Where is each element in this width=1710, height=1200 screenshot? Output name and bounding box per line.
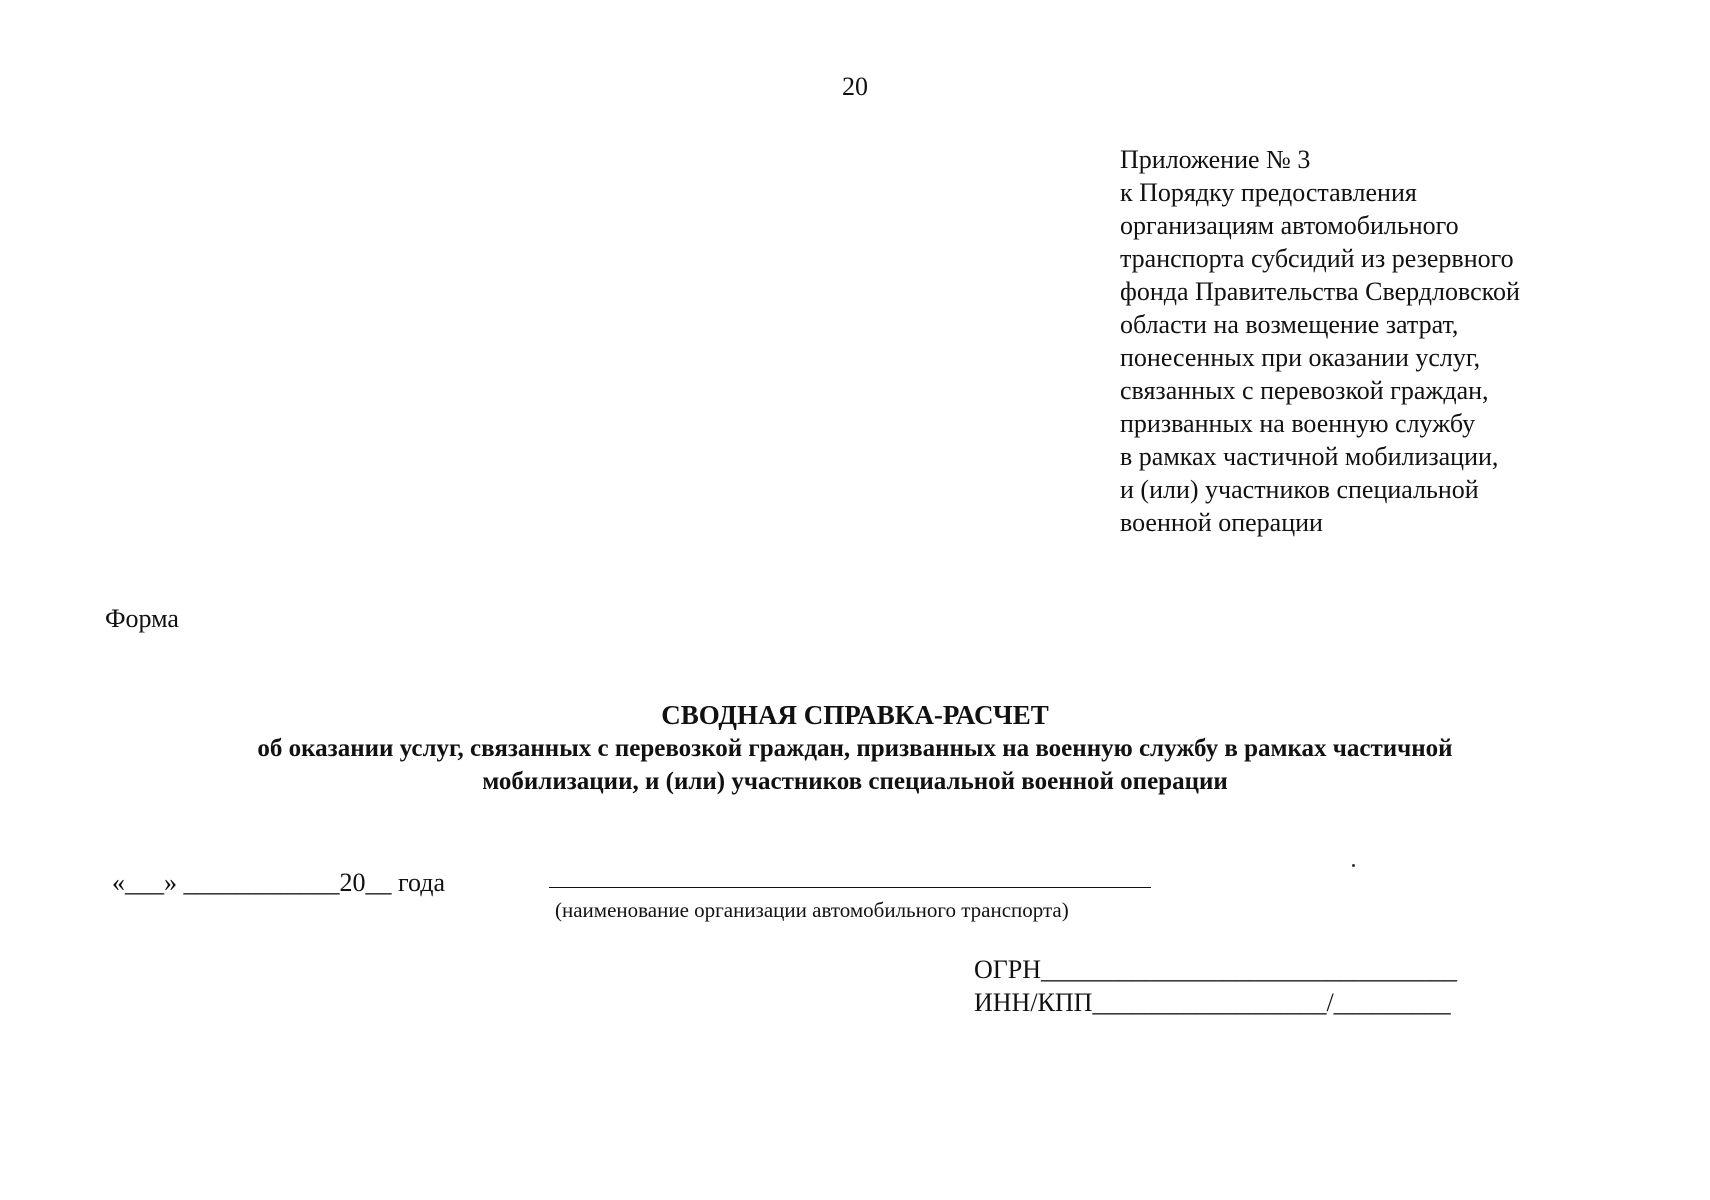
form-label: Форма (105, 604, 179, 633)
appendix-line: организациям автомобильного (1120, 211, 1459, 240)
appendix-line: фонда Правительства Свердловской (1120, 277, 1520, 306)
scan-speck (1352, 864, 1355, 867)
appendix-line: транспорта субсидий из резервного (1120, 244, 1514, 273)
organization-name-caption: (наименование организации автомобильного транспорта) (555, 898, 1069, 922)
appendix-line: военной операции (1120, 508, 1323, 537)
page-number: 20 (842, 72, 868, 101)
document-subtitle-line-1: об оказании услуг, связанных с перевозкой граждан, призванных на военную службу в рамках частичной (257, 735, 1453, 762)
document-subtitle-line-2: мобилизации, и (или) участников специальной военной операции (482, 768, 1228, 795)
document-title-block (0, 698, 1710, 798)
appendix-line: в рамках частичной мобилизации, (1120, 442, 1499, 471)
appendix-line: связанных с перевозкой граждан, (1120, 376, 1489, 405)
appendix-block (1120, 143, 1680, 539)
appendix-line: Приложение № 3 (1120, 145, 1311, 174)
inn-kpp-field: ИНН/КПП__________________/_________ (974, 988, 1451, 1017)
appendix-line: понесенных при оказании услуг, (1120, 343, 1481, 372)
appendix-line: призванных на военную службу (1120, 409, 1476, 438)
document-title: СВОДНАЯ СПРАВКА-РАСЧЕТ (661, 700, 1049, 730)
ogrn-field: ОГРН________________________________ (974, 955, 1458, 984)
date-field: «___» ____________20__ года (112, 868, 446, 897)
appendix-line: к Порядку предоставления (1120, 178, 1417, 207)
appendix-line: области на возмещение затрат, (1120, 310, 1459, 339)
appendix-line: и (или) участников специальной (1120, 475, 1479, 504)
organization-name-underline (549, 887, 1151, 888)
